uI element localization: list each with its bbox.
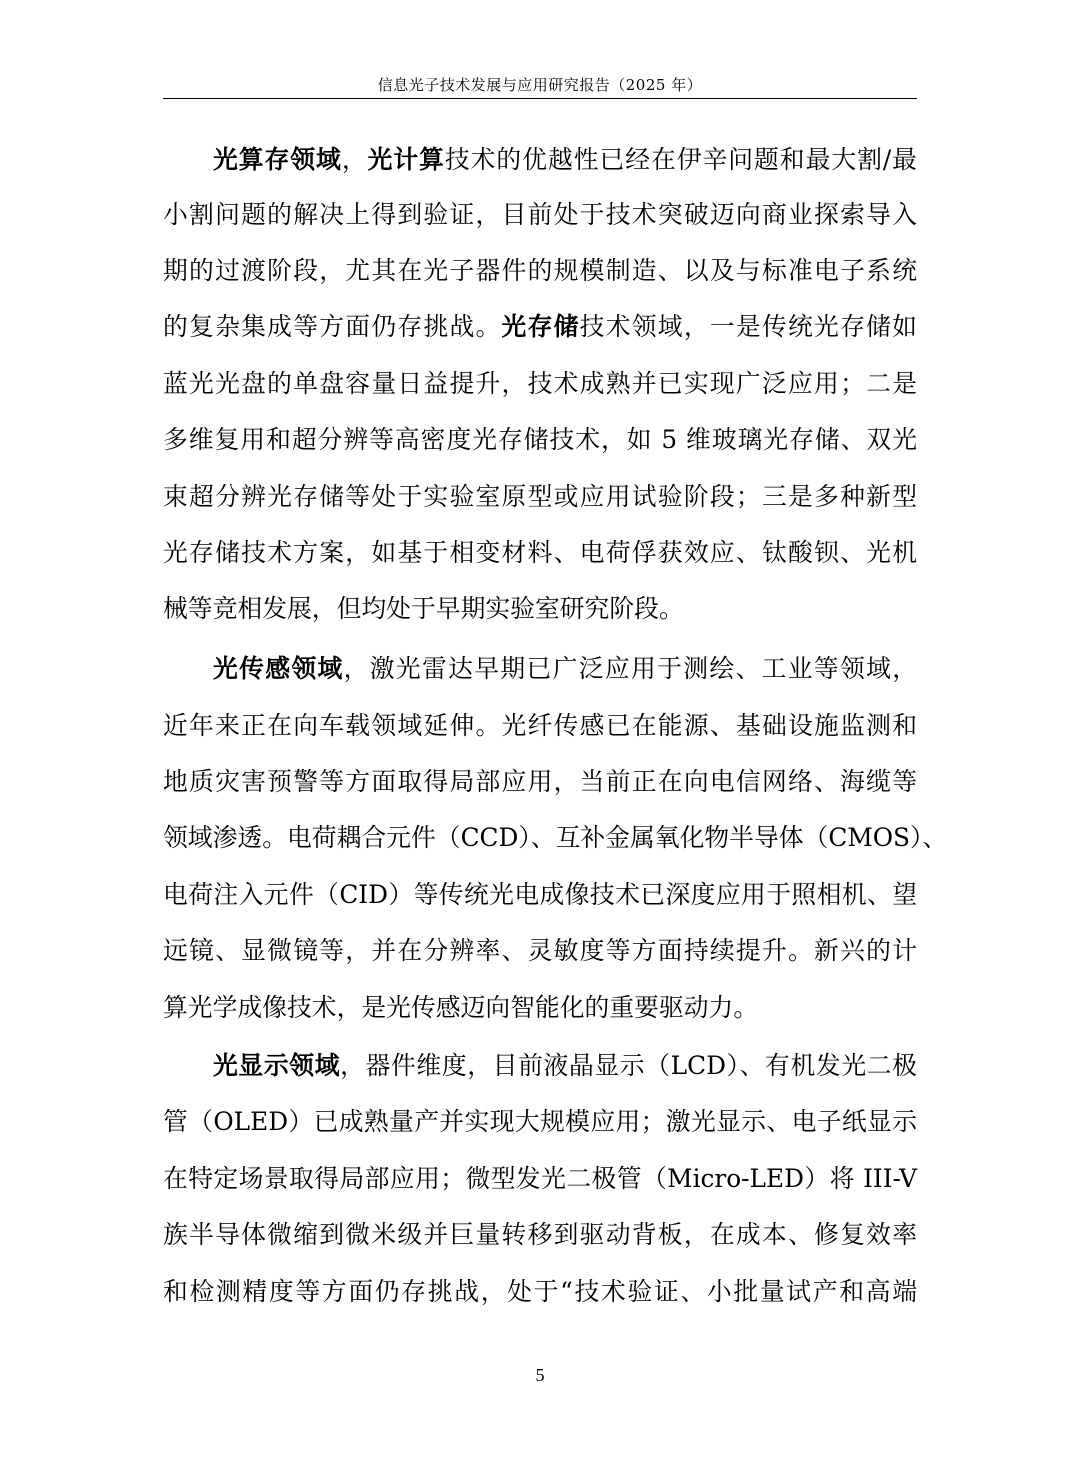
text-run: 技术的优越性已经在伊辛问题和最大割/最 (444, 145, 917, 174)
bold-term: 光存储 (501, 312, 580, 341)
paragraph-2-line-3: 地质灾害预警等方面取得局部应用，当前正在向电信网络、海缆等 (163, 767, 917, 796)
text-run: ， (341, 145, 368, 174)
paragraph-1-line-2: 小割问题的解决上得到验证，目前处于技术突破迈向商业探索导入 (163, 200, 917, 229)
paragraph-1-line-1 (213, 140, 917, 180)
paragraph-2-line-1 (213, 649, 917, 689)
paragraph-1-line-4 (163, 307, 917, 347)
bold-term: 光计算 (367, 145, 445, 174)
paragraph-2-line-6: 远镜、显微镜等，并在分辨率、灵敏度等方面持续提升。新兴的计 (163, 936, 917, 965)
paragraph-1-line-8: 光存储技术方案，如基于相变材料、电荷俘获效应、钛酸钡、光机 (163, 538, 917, 567)
running-header: 信息光子技术发展与应用研究报告（2025 年） (377, 76, 703, 94)
bold-term: 光算存领域 (213, 145, 342, 174)
text-run: ，器件维度，目前液晶显示（LCD）、有机发光二极 (340, 1051, 917, 1080)
paragraph-3-line-4: 族半导体微缩到微米级并巨量转移到驱动背板，在成本、修复效率 (163, 1220, 917, 1249)
paragraph-1-line-3: 期的过渡阶段，尤其在光子器件的规模制造、以及与标准电子系统 (163, 256, 917, 285)
paragraph-1-line-6: 多维复用和超分辨等高密度光存储技术，如 5 维玻璃光存储、双光 (163, 425, 917, 454)
bold-term: 光传感领域 (213, 654, 344, 683)
paragraph-2-line-5: 电荷注入元件（CID）等传统光电成像技术已深度应用于照相机、望 (163, 880, 917, 909)
paragraph-3-line-2: 管（OLED）已成熟量产并实现大规模应用；激光显示、电子纸显示 (163, 1107, 917, 1136)
paragraph-1-line-9: 械等竞相发展，但均处于早期实验室研究阶段。 (163, 594, 684, 623)
bold-term: 光显示领域 (213, 1051, 341, 1080)
paragraph-2-line-2: 近年来正在向车载领域延伸。光纤传感已在能源、基础设施监测和 (163, 711, 917, 740)
text-run: 技术领域，一是传统光存储如 (579, 312, 917, 341)
paragraph-3-line-3: 在特定场景取得局部应用；微型发光二极管（Micro-LED）将 III-V (163, 1164, 917, 1193)
paragraph-1-line-5: 蓝光光盘的单盘容量日益提升，技术成熟并已实现广泛应用；二是 (163, 369, 917, 398)
paragraph-3-line-5: 和检测精度等方面仍存挑战，处于“技术验证、小批量试产和高端 (163, 1277, 917, 1306)
text-run: ，激光雷达早期已广泛应用于测绘、工业等领域， (343, 654, 917, 683)
paragraph-2-line-4: 领域渗透。电荷耦合元件（CCD）、互补金属氧化物半导体（CMOS）、 (163, 823, 948, 852)
paragraph-3-line-1 (213, 1046, 917, 1086)
page-number: 5 (535, 1365, 545, 1385)
paragraph-1-line-7: 束超分辨光存储等处于实验室原型或应用试验阶段；三是多种新型 (163, 482, 917, 511)
text-run: 的复杂集成等方面仍存挑战。 (163, 312, 502, 341)
header-rule (163, 98, 917, 99)
paragraph-2-line-7: 算光学成像技术，是光传感迈向智能化的重要驱动力。 (163, 993, 759, 1022)
